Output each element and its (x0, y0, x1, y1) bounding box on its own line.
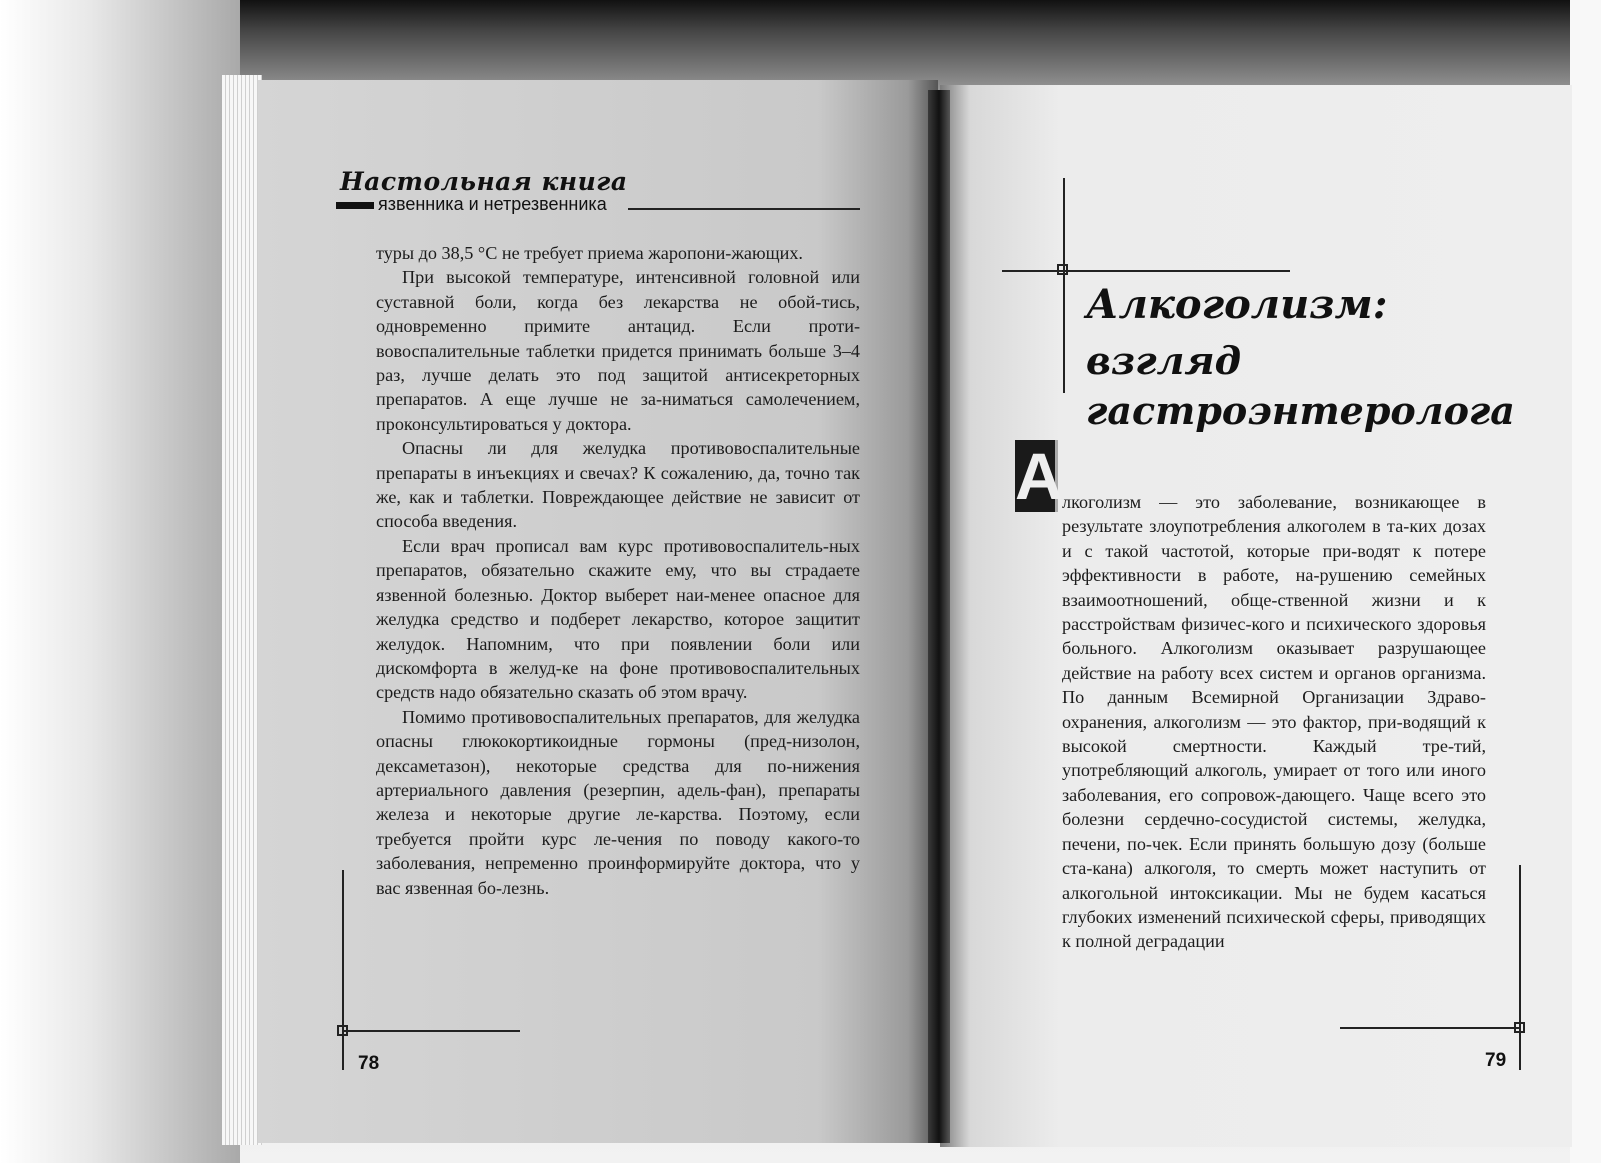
right-page-body (1062, 490, 1486, 954)
title-vertical-line (1063, 178, 1065, 393)
title-horizontal-line (1002, 270, 1290, 272)
book-spine (928, 90, 950, 1143)
left-corner-horizontal-line (342, 1030, 520, 1032)
page-number-left: 78 (358, 1053, 380, 1074)
page-number-right: 79 (1485, 1050, 1507, 1071)
paragraph: Помимо противовоспалительных препаратов, для желудка опасны глюкокортикоидные гормоны (пред-низолон, дексаметазон), некоторые средства для по-нижения артериального давления (резерпин, адель-фан), препараты железа и некоторые другие ле-карства. Поэтому, если требуется пройти курс ле-чения по поводу какого-то заболевания, непременно проинформируйте доктора, что у вас язвенная бо-лезнь. (376, 706, 860, 898)
paragraph: Опасны ли для желудка противовоспалительные препараты в инъекциях и свечах? К сожалению, да, точно так же, как и таблетки. Повреждающее действие не зависит от способа введения. (376, 438, 860, 532)
chapter-title-line2: взгляд гастроэнтеролога (1086, 338, 1515, 433)
paragraph: Если врач прописал вам курс противовоспалитель-ных препаратов, обязательно скажите ему, что вы страдаете язвенной болезнью. Доктор выберет наи-менее опасное для желудка средство и подберет лекарство, которое защитит желудок. Напомним, что при появлении боли или дискомфорта в желуд-ке на фоне противовоспалительных средств надо обязательно сказать об этом врачу. (376, 535, 860, 703)
scan-right-margin (1570, 0, 1601, 1163)
left-page-body (376, 241, 860, 900)
title-corner-square (1057, 264, 1068, 275)
right-corner-horizontal-line (1340, 1027, 1520, 1029)
left-corner-vertical-line (342, 870, 344, 1070)
running-header-title: Настольная книга (340, 167, 628, 196)
running-header-bar (336, 202, 374, 209)
chapter-title (1086, 280, 1546, 436)
left-corner-square (337, 1025, 348, 1036)
chapter-title-line1: Алкоголизм: (1086, 281, 1388, 328)
page-edges (222, 75, 262, 1145)
running-header-rule (628, 208, 860, 210)
running-header-subtitle: язвенника и нетрезвенника (378, 194, 607, 214)
drop-cap: А (1015, 439, 1063, 513)
paragraph: туры до 38,5 °С не требует приема жаропони-жающих. (376, 243, 803, 263)
paragraph: При высокой температуре, интенсивной головной или суставной боли, когда без лекарства не обой-тись, одновременно примите антацид. Если проти-вовоспалительные таблетки придется принимать больше 3–4 раз, лучше делать это под защитой антисекреторных препаратов. А еще лучше не за-ниматься самолечением, проконсультироваться у доктора. (376, 267, 860, 434)
paragraph: лкоголизм — это заболевание, возникающее в результате злоупотребления алкоголем в та-ких дозах и с такой частотой, которые при-водят к потере эффективности в работе, на-рушению семейных взаимоотношений, обще-ственной жизни и к расстройствам физичес-кого и психического здоровья больного. Алкоголизм оказывает разрушающее действие на работу всех систем и органов организма. По данным Всемирной Организации Здраво-охранения, алкоголизм — это фактор, при-водящий к высокой смертности. Каждый тре-тий, употребляющий алкоголь, умирает от того или иного заболевания, его сопровож-дающего. Чаще всего это болезни сердечно-сосудистой системы, желудка, печени, по-чек. Если принять большую дозу (больше ста-кана) алкоголя, то смерть может наступить от алкогольной интоксикации. Мы не будем касаться глубоких изменений психической сферы, приводящих к полной деградации (1062, 492, 1486, 952)
right-corner-vertical-line (1519, 865, 1521, 1070)
scan-left-margin (0, 0, 240, 1163)
right-corner-square (1514, 1022, 1525, 1033)
